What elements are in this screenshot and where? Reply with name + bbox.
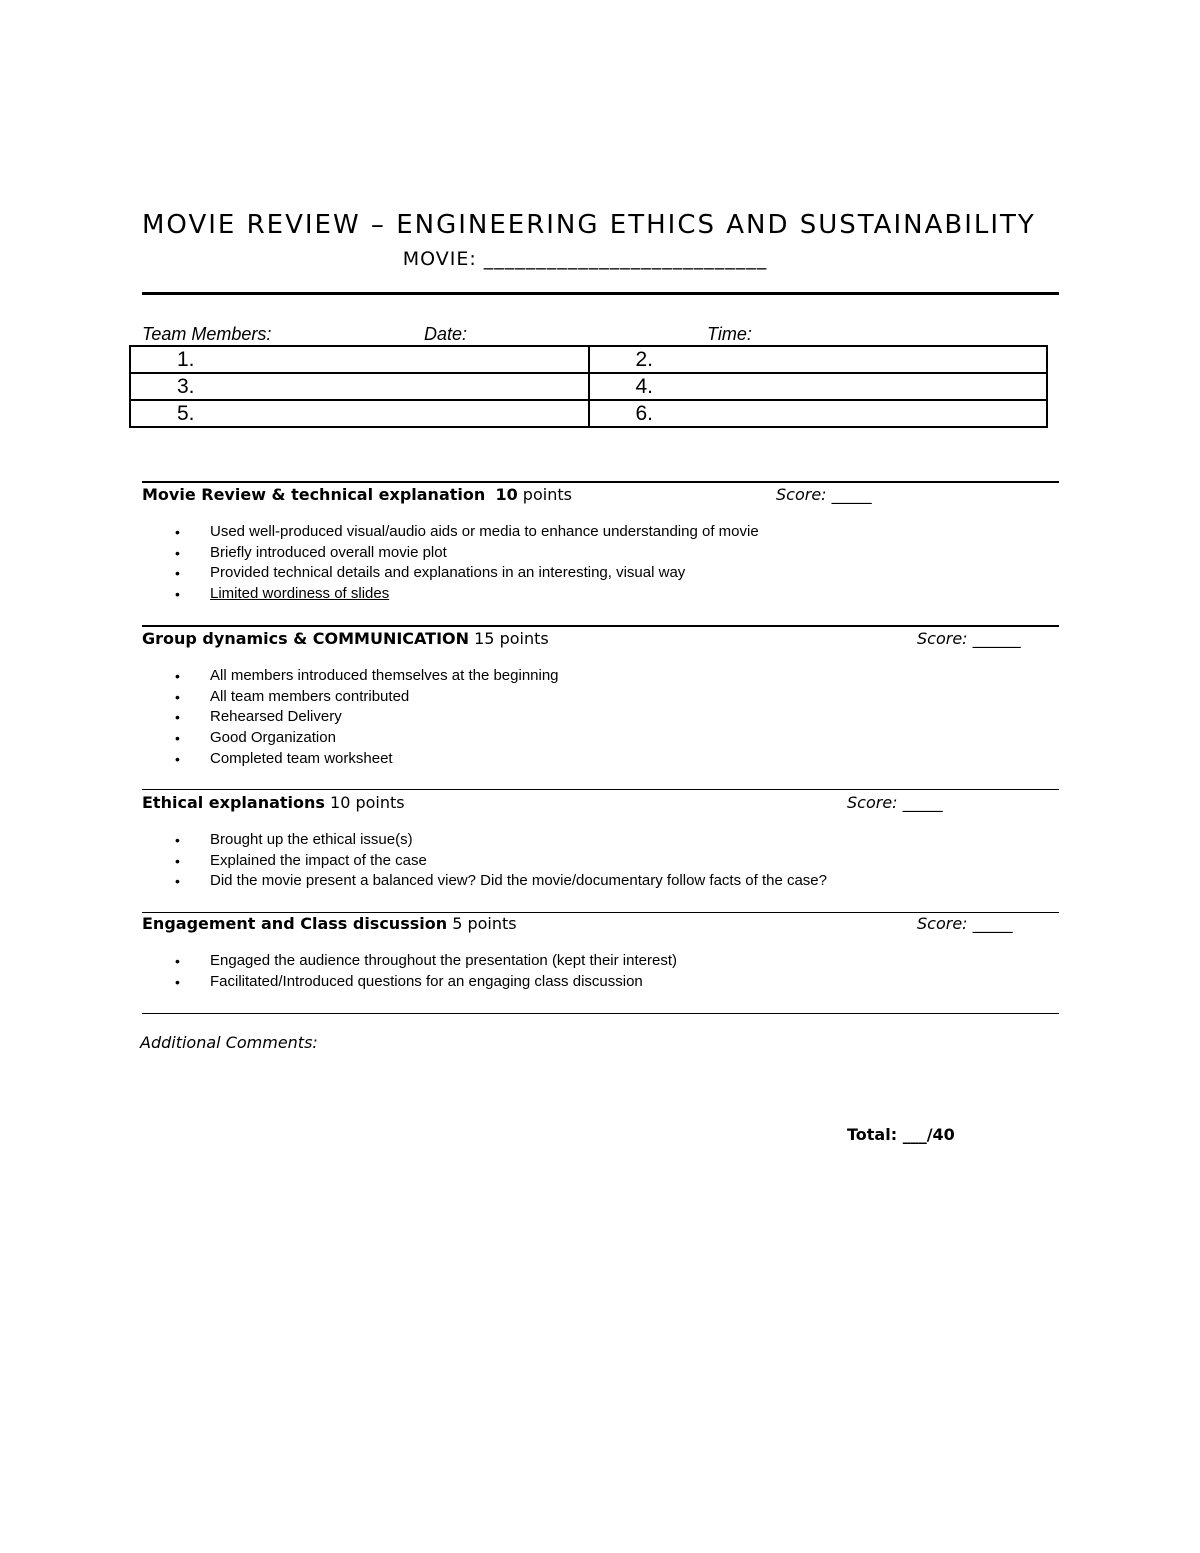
section-points-value: 5	[452, 914, 463, 933]
section-points-word: points	[522, 485, 572, 504]
list-item: • Brought up the ethical issue(s)	[175, 830, 827, 851]
total-label: Total:	[847, 1125, 898, 1144]
section-name: Group dynamics & COMMUNICATION	[142, 629, 470, 648]
member-slot-4[interactable]: 4.	[589, 373, 1048, 400]
score-blank[interactable]: _____	[902, 793, 943, 812]
section-divider	[142, 481, 1059, 483]
page-title: MOVIE REVIEW – ENGINEERING ETHICS AND SUSTAINABILITY	[142, 210, 1036, 240]
section-points-word: points	[499, 629, 549, 648]
list-item: • Good Organization	[175, 728, 559, 749]
member-slot-6[interactable]: 6.	[589, 400, 1048, 427]
section-name: Ethical explanations	[142, 793, 325, 812]
list-item: • Engaged the audience throughout the presentation (kept their interest)	[175, 951, 677, 972]
section-title-movie-review	[142, 485, 572, 504]
score-label: Score:	[847, 793, 898, 812]
team-members-label: Team Members:	[142, 324, 272, 344]
score-label: Score:	[776, 485, 827, 504]
movie-line: MOVIE: ___________________________	[402, 248, 768, 270]
list-item: • Provided technical details and explanations in an interesting, visual way	[175, 563, 759, 584]
time-label: Time:	[707, 324, 752, 344]
list-item	[175, 584, 759, 605]
score-blank[interactable]: ______	[972, 629, 1021, 648]
table-row	[130, 400, 1047, 427]
section-divider	[142, 625, 1059, 627]
score-engagement	[917, 914, 1013, 933]
list-item: • Did the movie present a balanced view? Did the movie/documentary follow facts of the case?	[175, 871, 827, 892]
list-item: • Completed team worksheet	[175, 749, 559, 770]
section-points-value: 10	[330, 793, 351, 812]
member-slot-1[interactable]: 1.	[130, 346, 589, 373]
list-item: • Rehearsed Delivery	[175, 707, 559, 728]
list-item: • Briefly introduced overall movie plot	[175, 543, 759, 564]
score-label: Score:	[917, 629, 968, 648]
additional-comments-label: Additional Comments:	[140, 1033, 318, 1052]
list-item: • All members introduced themselves at the beginning	[175, 666, 559, 687]
total-blank[interactable]: ___/40	[902, 1125, 955, 1144]
section-title-group-dynamics	[142, 629, 549, 648]
criteria-list-movie-review	[175, 522, 759, 605]
section-divider	[142, 789, 1059, 790]
section-title-engagement	[142, 914, 517, 933]
member-slot-2[interactable]: 2.	[589, 346, 1048, 373]
section-title-ethical	[142, 793, 405, 812]
score-blank[interactable]: _____	[831, 485, 872, 504]
section-divider	[142, 912, 1059, 913]
team-members-table	[129, 345, 1048, 428]
score-movie-review	[776, 485, 872, 504]
list-item: • Used well-produced visual/audio aids or media to enhance understanding of movie	[175, 522, 759, 543]
total-score	[847, 1125, 955, 1144]
member-slot-3[interactable]: 3.	[130, 373, 589, 400]
date-label: Date:	[424, 324, 468, 344]
section-divider	[142, 1013, 1059, 1014]
section-name: Movie Review & technical explanation	[142, 485, 486, 504]
score-blank[interactable]: _____	[972, 914, 1013, 933]
list-item: • Facilitated/Introduced questions for an engaging class discussion	[175, 972, 677, 993]
list-item-text: Limited wordiness of slides	[210, 585, 390, 603]
section-points-value: 15	[474, 629, 495, 648]
section-points-value: 10	[495, 485, 518, 504]
criteria-list-group-dynamics	[175, 666, 559, 769]
section-points-word: points	[467, 914, 517, 933]
list-item: • Explained the impact of the case	[175, 851, 827, 872]
criteria-list-ethical	[175, 830, 827, 892]
table-row	[130, 373, 1047, 400]
list-item: • All team members contributed	[175, 687, 559, 708]
section-points-word: points	[355, 793, 405, 812]
score-group-dynamics	[917, 629, 1021, 648]
member-slot-5[interactable]: 5.	[130, 400, 589, 427]
header-divider	[142, 292, 1059, 295]
table-row	[130, 346, 1047, 373]
section-name: Engagement and Class discussion	[142, 914, 448, 933]
score-label: Score:	[917, 914, 968, 933]
criteria-list-engagement	[175, 951, 677, 992]
score-ethical	[847, 793, 943, 812]
